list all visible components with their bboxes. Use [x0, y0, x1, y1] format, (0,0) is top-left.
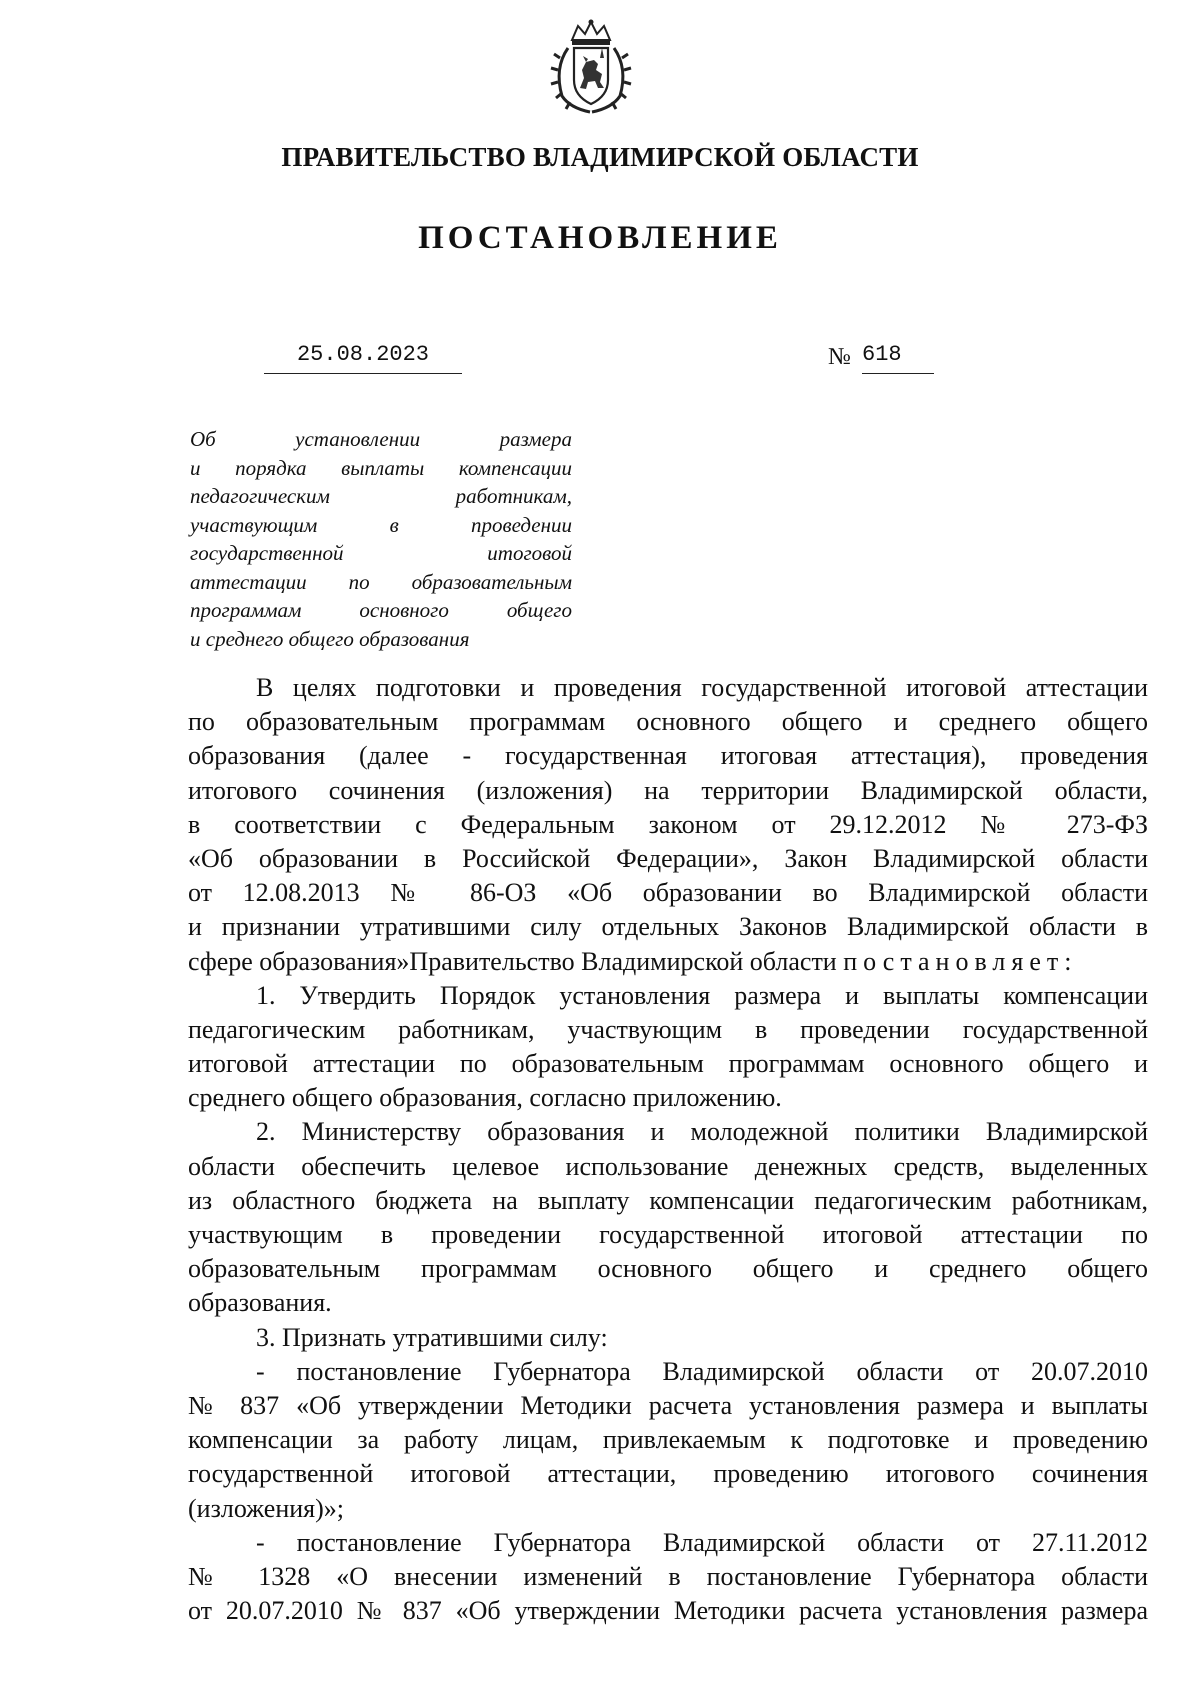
item3-bullet2-line: от 20.07.2010 № 837 «Об утверждении Методики расчета установления размера	[188, 1596, 1148, 1626]
subject-line: и среднего общего образования	[190, 626, 470, 651]
document-body	[188, 671, 1148, 1628]
subject-line: педагогическим работникам,	[190, 484, 572, 508]
item1-line: итоговой аттестации по образовательным программам основного общего и	[188, 1049, 1148, 1079]
item2-line: образовательным программам основного общего и среднего общего	[188, 1254, 1148, 1284]
preamble-last-line	[188, 945, 1148, 979]
document-date: 25.08.2023	[264, 342, 462, 374]
document-number: 618	[862, 342, 934, 374]
item3-bullet1-line: государственной итоговой аттестации, проведению итогового сочинения	[188, 1459, 1148, 1489]
item2-line: участвующим в проведении государственной итоговой аттестации по	[188, 1220, 1148, 1249]
item3-bullet1-line: - постановление Губернатора Владимирской области от 20.07.2010	[256, 1356, 1148, 1386]
preamble-line: от 12.08.2013 № 86-ОЗ «Об образовании во Владимирской области	[188, 878, 1148, 908]
subject-line: и порядка выплаты компенсации	[190, 455, 572, 480]
number-label: №	[828, 344, 851, 370]
item2-line: 2. Министерству образования и молодежной политики Владимирской	[256, 1117, 1148, 1147]
preamble-line: В целях подготовки и проведения государственной итоговой аттестации	[256, 673, 1148, 702]
item3-bullet1-line: (изложения)»;	[188, 1493, 344, 1523]
item2-line: образования.	[188, 1288, 332, 1318]
preamble-line: сфере образования»Правительство Владимирской области	[188, 946, 837, 976]
item1-line: 1. Утвердить Порядок установления размера и выплаты компенсации	[256, 980, 1148, 1010]
preamble-line: в соответствии с Федеральным законом от 29.12.2012 № 273-ФЗ	[188, 809, 1148, 839]
coat-of-arms-emblem	[550, 18, 632, 116]
subject-line: государственной итоговой	[190, 541, 572, 565]
subject-line: Об установлении размера	[190, 427, 572, 451]
item3-title: 3. Признать утратившими силу:	[256, 1322, 608, 1352]
subject-line: программам основного общего	[190, 598, 572, 622]
subject-line: участвующим в проведении	[190, 512, 572, 537]
preamble-line: итогового сочинения (изложения) на территории Владимирской области,	[188, 775, 1148, 805]
preamble-line: и признании утратившими силу отдельных Законов Владимирской области в	[188, 912, 1148, 942]
document-type-heading: ПОСТАНОВЛЕНИЕ	[418, 220, 782, 256]
item2-line: из областного бюджета на выплату компенсации педагогическим работникам,	[188, 1185, 1148, 1215]
decree-word: постановляет:	[843, 946, 1078, 976]
item3-bullet2-line: № 1328 «О внесении изменений в постановление Губернатора области	[188, 1561, 1148, 1591]
preamble-line: по образовательным программам основного общего и среднего общего	[188, 707, 1148, 737]
item1-line: педагогическим работникам, участвующим в проведении государственной	[188, 1014, 1148, 1044]
item3-bullet1-line: № 837 «Об утверждении Методики расчета установления размера и выплаты	[188, 1390, 1148, 1420]
subject-block	[190, 425, 572, 653]
organization-title: ПРАВИТЕЛЬСТВО ВЛАДИМИРСКОЙ ОБЛАСТИ	[281, 142, 919, 172]
preamble-line: «Об образовании в Российской Федерации», Закон Владимирской области	[188, 843, 1148, 873]
subject-line: аттестации по образовательным	[190, 569, 572, 594]
preamble-line: образования (далее - государственная итоговая аттестация), проведения	[188, 741, 1148, 771]
item1-line: среднего общего образования, согласно приложению.	[188, 1083, 782, 1113]
item3-bullet1-line: компенсации за работу лицам, привлекаемым к подготовке и проведению	[188, 1425, 1148, 1455]
item3-bullet2-line: - постановление Губернатора Владимирской области от 27.11.2012	[256, 1527, 1148, 1557]
item2-line: области обеспечить целевое использование денежных средств, выделенных	[188, 1151, 1148, 1181]
